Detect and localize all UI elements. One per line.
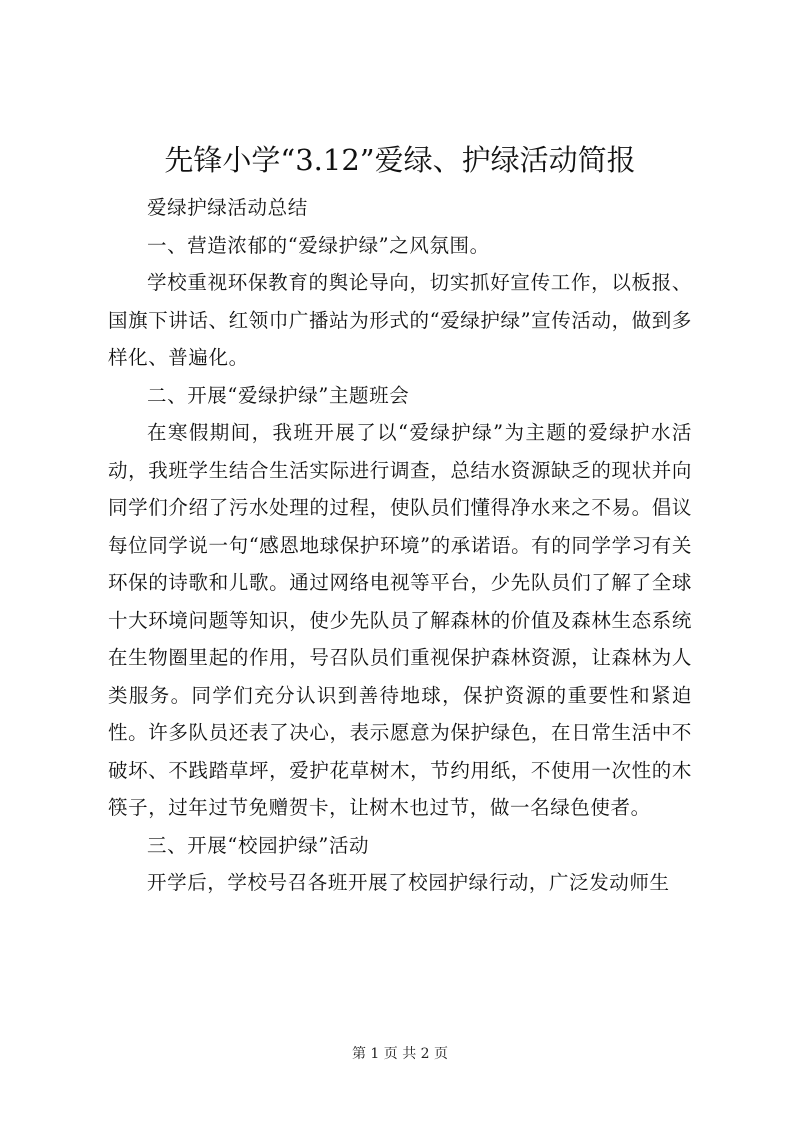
paragraph-subtitle: 爱绿护绿活动总结 (147, 196, 308, 219)
paragraph-body-1: 学校重视环保教育的舆论导向，切实抓好宣传工作，以板报、国旗下讲话、红领巾广播站为形式的“爱绿护绿”宣传活动，做到多样化、普遍化。 (108, 271, 692, 369)
document-body (108, 189, 692, 902)
page-footer: 第 1 页 共 2 页 (351, 1046, 449, 1062)
paragraph-body-2: 在寒假期间，我班开展了以“爱绿护绿”为主题的爱绿护水活动，我班学生结合生活实际进行调查，总结水资源缺乏的现状并向同学们介绍了污水处理的过程，使队员们懂得净水来之不易。倡议每位同学说一句“感恩地球保护环境”的承诺语。有的同学学习有关环保的诗歌和儿歌。通过网络电视等平台，少先队员们了解了全球十大环境问题等知识，使少先队员了解森林的价值及森林生态系统在生物圈里起的作用，号召队员们重视保护森林资源，让森林为人类服务。同学们充分认识到善待地球，保护资源的重要性和紧迫性。许多队员还表了决心，表示愿意为保护绿色，在日常生活中不破坏、不践踏草坪，爱护花草树木，节约用纸，不使用一次性的木筷子，过年过节免赠贺卡，让树木也过节，做一名绿色使者。 (108, 421, 692, 819)
paragraph-section-heading-3: 三、开展“校园护绿”活动 (147, 833, 370, 857)
paragraph-body-3: 开学后，学校号召各班开展了校园护绿行动，广泛发动师生 (147, 871, 670, 894)
paragraph-section-heading-1: 一、营造浓郁的“爱绿护绿”之风氛围。 (147, 233, 490, 257)
paragraph-section-heading-2: 二、开展“爱绿护绿”主题班会 (147, 383, 410, 407)
document-title: 先锋小学“3.12”爱绿、护绿活动简报 (164, 143, 636, 177)
